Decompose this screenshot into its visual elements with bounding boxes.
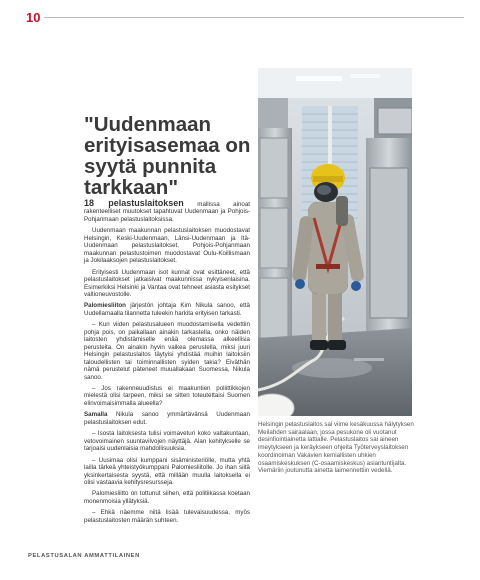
publication-footer: PELASTUSALAN AMMATTILAINEN <box>28 553 140 559</box>
paragraph-3-rest: järjestön johtaja Kim Nikula sanoo, että Uudellamaalla tilannetta tuleekin harkita erityisen tarkasti. <box>84 302 250 317</box>
article-headline: "Uudenmaan erityisasemaa on syytä punnita tarkkaan" <box>84 113 251 199</box>
paragraph-2: Erityisesti Uudenmaan isot kunnat ovat esittäneet, että pelastuslaitokset jatkaisivat maakunnissa nykyisenlaisina. Esimerkiksi Helsinki ja Vantaa ovat tehneet asiasta esitykset valtioneuvostolle. <box>84 268 250 298</box>
paragraph-6 <box>84 411 250 426</box>
article-photo <box>258 68 412 416</box>
lead-strong: 18 pelastuslaitoksen <box>84 198 184 208</box>
lead-paragraph <box>84 200 250 223</box>
paragraph-6-strong: Samalla <box>84 411 108 419</box>
paragraph-10: – Ehkä näemme niitä lisää tulevaisuudessa, myös pelastuslaitosten määrän suhteen. <box>84 509 250 524</box>
paragraph-3 <box>84 302 250 317</box>
lead-rest: mallissa ainoat rakenteelliset muutokset tapahtuvat Uudenmaan ja Pohjois-Pohjanmaan pelastuslaitoksissa. <box>84 201 250 223</box>
photo-caption: Helsingin pelastuslaitos sai viime kesäkuussa hälytyksen Meilahden sairaalaan, jossa pesukone oli vuotanut desinfiointiainetta lattialle. Pelastuslaitos sai aineen imeytykseen ja keräykseen ohjeita Työterveyslaitoksen koordinoiman Vakavien kemiallisten uhkien osaamiskeskuksen (C-osaamiskeskus) asiantuntijalta. Viemäriin joutunutta ainetta laimennettiin vedellä. <box>258 421 414 475</box>
paragraph-6-rest: Nikula sanoo ymmärtävänsä Uudenmaan pelastuslaitoksen edut. <box>84 411 250 426</box>
paragraph-5: – Jos rakenneuudistus ei maakuntien poliittikkojen mielestä olisi tarpeen, miksi se sitten toteutettaisi Suomen elinvoimaisimmalla alueella? <box>84 384 250 407</box>
header-rule <box>44 17 464 18</box>
page-number: 10 <box>26 10 41 25</box>
paragraph-7: – Isosta laitoksesta tulisi voimaveturi koko valtakuntaan, vetovoimainen suuntavilvojen näyttäjä. Alan kehitykselle se tarjoaisi uudenlaisia mahdollisuuksia. <box>84 430 250 453</box>
paragraph-1: Uudenmaan maakunnan pelastuslaitoksen muodostavat Helsingin, Keski-Uudenmaan, Länsi-Uudenmaan ja Itä-Uudenmaan pelastuslaitokset. Pohjois-Pohjanmaan maakunnan pelastustoimen muodostavat Oulu-Koillismaan ja Jokilaaksojen pelastuslaitokset. <box>84 227 250 265</box>
paragraph-3-strong: Palomiesliiton <box>84 302 126 310</box>
article-body <box>84 200 250 528</box>
paragraph-4: – Kun viiden pelastusalueen muodostamisella vedettiin pohja pois, on paikallaan ainakin tarkastella, onko näiden laitosten yhdistämiselle enää olemassa alkeellisia perusteita. On ainakin hyvin vaikea perustella, miksi juuri Helsingin pelastuslaitos täytyisi yhdistää muihin laitoksiin taloudellisten tai toiminnallisten syiden takia? Eiväthän nämä perustelut päteneet muuallakaan Suomessa, Nikula sanoo. <box>84 321 250 381</box>
paragraph-9: Palomiesliitto on tottunut siihen, että politiikassa koetaan monenmoisia yllätyksiä. <box>84 490 250 505</box>
paragraph-8: – Uusimaa olisi kumppani sisäministeriölle, mutta yhtä lailla tärkeä yhteistyökumppani Palomiesliitolle. Jo ihan siitä yksinkertaisesta syystä, että millään muulla laitoksella ei olisi vastaavia kehitysresursseja. <box>84 456 250 486</box>
